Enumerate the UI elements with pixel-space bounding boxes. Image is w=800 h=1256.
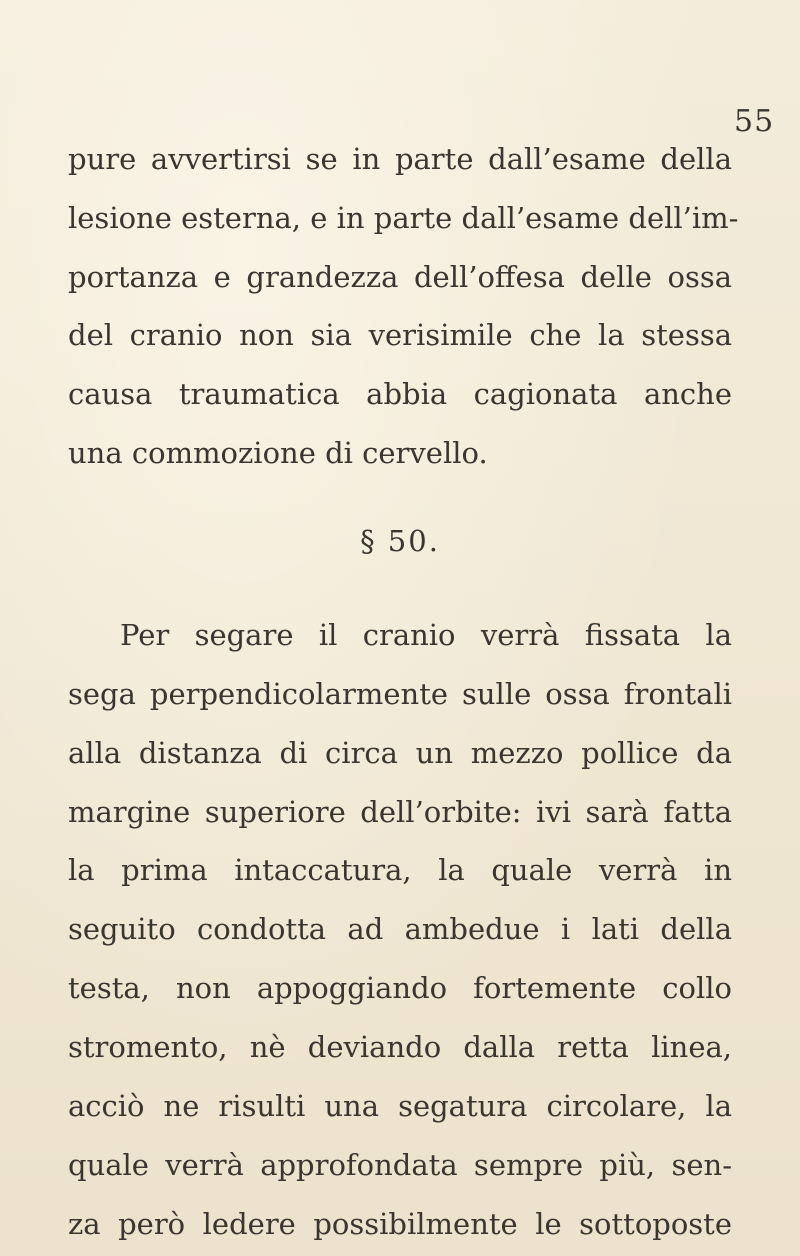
text-line: la prima intaccatura, la quale verrà in (68, 853, 732, 887)
section-heading: § 50. (360, 524, 440, 558)
text-line: testa, non appoggiando fortemente collo (68, 971, 732, 1005)
text-line: del cranio non sia verisimile che la stessa (68, 318, 732, 352)
text-line: una commozione di cervello. (68, 436, 488, 470)
text-line: za però ledere possibilmente le sottoposte (68, 1207, 732, 1241)
text-line: seguito condotta ad ambedue i lati della (68, 912, 732, 946)
text-line: portanza e grandezza dell’offesa delle ossa (68, 260, 732, 294)
text-line: margine superiore dell’orbite: ivi sarà fatta (68, 795, 732, 829)
text-line: Per segare il cranio verrà fissata la (120, 618, 732, 652)
text-line: causa traumatica abbia cagionata anche (68, 377, 732, 411)
text-line: stromento, nè deviando dalla retta linea, (68, 1030, 732, 1064)
text-line: sega perpendicolarmente sulle ossa frontali (68, 677, 732, 711)
text-line: acciò ne risulti una segatura circolare, la (68, 1089, 732, 1123)
text-line: quale verrà approfondata sempre più, sen- (68, 1148, 732, 1182)
text-line: pure avvertirsi se in parte dall’esame della (68, 142, 732, 176)
page-number: 55 (734, 104, 775, 139)
text-line: lesione esterna, e in parte dall’esame dell’im- (68, 201, 739, 235)
text-line: alla distanza di circa un mezzo pollice da (68, 736, 732, 770)
